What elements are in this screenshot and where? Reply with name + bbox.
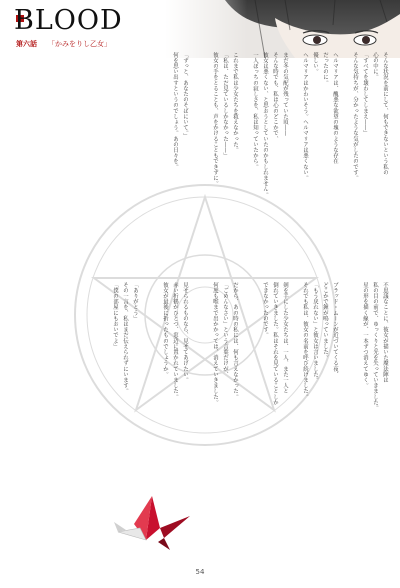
text-column: 剣を手にした少女たちは、一人、また一人と 倒れていきました。私はそれを見ていることしか できなかったのです。 [262,282,288,406]
text-column: ブラッド・ムーンが近づいてくる夜、 どこかで鐘が鳴っていました。 「もう戻れない」と彼女は言いました。 それでも私は、彼女の名前を呼び続けました。 [302,282,338,400]
text-column: 不思議なことに、彼女が描いた魔法陣は 私の目の前で、ゆっくりと光を失っていきました。 星の形を描く線が、一本ずつ消えてゆく。 [362,282,388,411]
book-title: BLOOD [14,5,123,36]
text-column: これまで私は少女たちを救えなかった。 「私は、ただ見ているしかなかった――」 彼女の手をとることも、声をかけることもできずに。 [212,52,238,187]
text-column: まだ冬の気配が残っていた頃―― そんな時でも、私は心のどこかで、 彼女は悪くない、と思おうとしていたのかもしれません。 一人ぼっちの寂しさを、私は知っていたから。 [252,52,288,198]
text-column: 「ありがとう」 その一言を、私はまだ伝えられずにいます。 「僕の部屋にもおいでよ」 [112,282,138,394]
episode-title: 「かみをりし乙女」 [48,40,111,48]
text-column: だから、あの時の私には、何も言えなかった。 「ごめんなさい」という言葉だけが、 何度も喉まで出かかっては、消えていきました。 [212,282,238,406]
girl-portrait-art [165,0,400,58]
page-number: 54 [195,568,205,576]
girl-portrait-illustration [165,0,400,58]
episode-number: 第六話 [16,39,37,48]
text-column: そんな状況を前にして、何もできないという私の 心の中に。 「すべてを壊わしてしまえ――」 そんな気持ちが、分かったような気がしたのです。 [352,52,388,181]
text-column: ヘルマリアは、醜悪な欲望の塊のような存在 だったのに。 優しい。 ヘルマリアはかわいそう。ヘルマリアは悪くない。 [302,52,338,181]
body-text [26,52,390,522]
paper-crane-art [112,488,194,552]
text-column: 見せられるものなら、見せてあげたい。 赤い折鶴がひとつ、窓辺に置かれていました。 彼女が最後に折ったものでしょうか。 [162,282,188,400]
text-column: 「ずっと、あなたのそばにいて。」 何を思い出すというのでしょう。あの日々を。 [172,52,188,170]
